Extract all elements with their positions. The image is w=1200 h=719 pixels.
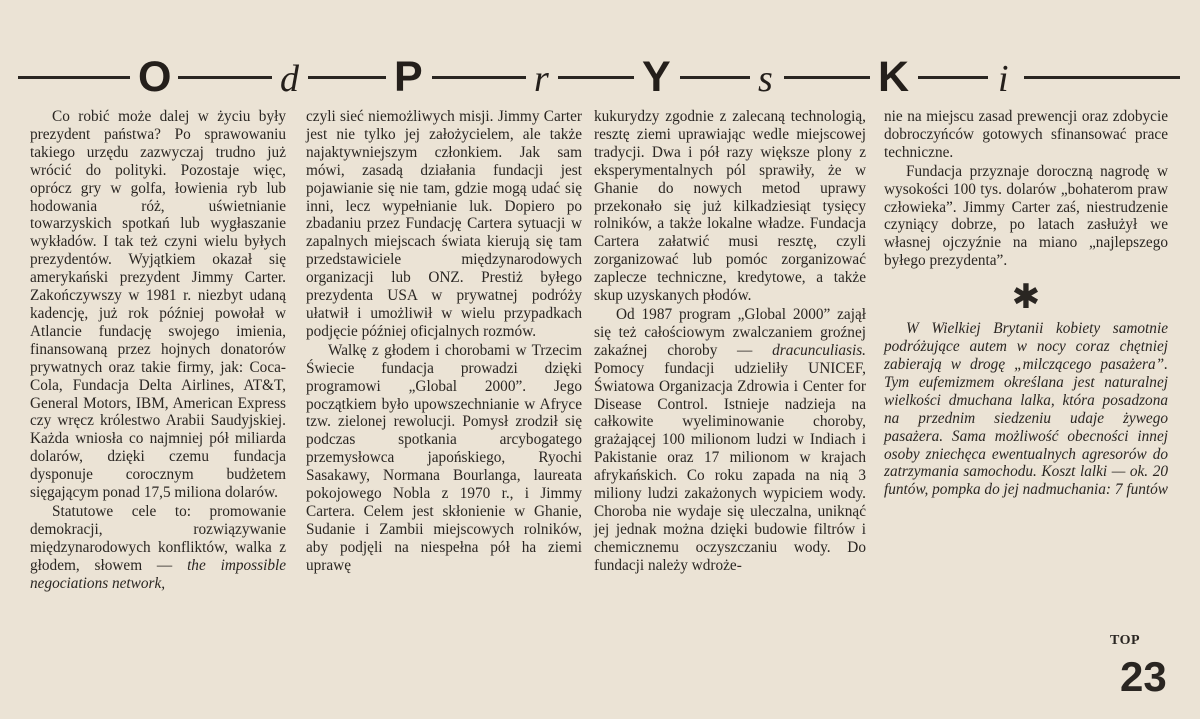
article-column-2	[306, 108, 582, 575]
paragraph	[30, 503, 286, 593]
header-letter-3: P	[394, 53, 423, 101]
header-letter-7: K	[878, 53, 910, 101]
italic-phrase: the impossible negociations network,	[30, 556, 287, 592]
paragraph: czyli sieć niemożliwych misji. Jimmy Carter jest nie tylko jej założycielem, ale także najaktywniejszym członkiem. Jak sam mówi, zasadą działania fundacji jest pojawianie się nie tam, gdzie mogą udać się inni, lecz wypełnianie luk. Dopiero po zbadaniu przez Fundację Cartera sytuacji w zapalnych miejscach świata kierują się tam przedstawiciele międzynarodowych organizacji lub ONZ. Prestiż byłego prezydenta USA w prywatnej podróży ułatwił i umożliwił w wielu przypadkach podjęcie później oficjalnych rozmów.	[306, 108, 582, 340]
header-letter-8: i	[998, 58, 1009, 100]
header-rule	[918, 76, 988, 79]
header-letter-2: d	[280, 58, 299, 100]
paragraph: kukurydzy zgodnie z zalecaną technologią, resztę ziemi uprawiając wedle miejscowej tradycji. Dwa i pół razy większe plony z eksperymentalnych pól sprawiły, że w Ghanie do nowych metod uprawy przekonało się już kilkadziesiąt tysięcy rolników, a także lokalne władze. Fundacja Cartera załatwić musi resztę, czyli zorganizować lub pomóc zorganizować zaplecze techniczne, kredytowe, a także skup uzyskanych płodów.	[594, 108, 866, 305]
header-rule	[308, 76, 386, 79]
paragraph: nie na miejscu zasad prewencji oraz zdobycie dobroczyńców gotowych sfinansować prace techniczne.	[884, 108, 1168, 161]
article-column-4	[884, 108, 1168, 499]
header-letter-6: s	[758, 58, 773, 100]
italic-note-paragraph: W Wielkiej Brytanii kobiety samotnie podróżujące autem w nocy coraz chętniej zabierają w drogę „milczącego pasażera”. Tym eufemizmem określana jest naturalnej wielkości dmuchana lalka, która posadzona na przednim siedzeniu udaje żywego pasażera. Sama możliwość obecności innej osoby zniechęca ewentualnych agresorów do zatrzymania samochodu. Koszt lalki — ok. 20 funtów, pompka do jej nadmuchania: 7 funtów	[884, 320, 1168, 499]
header-rule	[432, 76, 526, 79]
paragraph	[594, 306, 866, 575]
paragraph-text: Od 1987 program „Global 2000” zajął się też całościowym zwalczaniem groźnej zakaźnej choroby —	[594, 305, 866, 359]
paragraph: Walkę z głodem i chorobami w Trzecim Świecie fundacja prowadzi dzięki programowi „Global 2000”. Jego początkiem było upowszechnianie w Afryce tzw. zielonej rewolucji. Pomysł zrodził się podczas spotkania arcybogatego przemysłowca japońskiego, Ryochi Sasakawy, Normana Bourlanga, laureata pokojowego Nobla z 1970 r., i Jimmy Cartera. Celem jest skłonienie w Ghanie, Sudanie i Zambii miejscowych rolników, aby podjęli na niespełna pół ha ziemi uprawę	[306, 341, 582, 574]
paragraph-text: Statutowe cele to: promowanie demokracji, rozwiązywanie międzynarodowych konfliktów, walka z głodem, słowem —	[30, 502, 286, 574]
source-label: TOP	[1110, 633, 1141, 648]
article-column-3	[594, 108, 866, 575]
header-letter-1: O	[138, 53, 172, 101]
page-number: 23	[1120, 653, 1167, 700]
italic-phrase: dracunculiasis.	[772, 341, 866, 359]
header-letter-4: r	[534, 58, 549, 100]
header-rule	[784, 76, 870, 79]
paragraph: Co robić może dalej w życiu były prezydent państwa? Po sprawowaniu takiego urzędu zazwyczaj trudno już wrócić do polityki. Pozostaje więc, oprócz gry w golfa, łowienia ryb lub hodowania róż, uświetnianie towarzyskich spotkań lub wygłaszanie wykładów. I tak też czyni wielu byłych prezydentów. Wyjątkiem okazał się amerykański prezydent Jimmy Carter. Zakończywszy w 1981 r. niezbyt udaną kadencję, już rok później powołał w Atlancie fundację swojego imienia, finansowaną przez hojnych donatorów prywatnych oraz takie firmy, jak: Coca-Cola, Fundacja Delta Airlines, AT&T, General Motors, IBM, American Express czy wręcz królestwo Arabii Saudyjskiej. Każda wniosła co najmniej pół miliarda dolarów, dzięki czemu fundacja dysponuje corocznym budżetem sięgającym ponad 17,5 miliona dolarów.	[30, 108, 286, 502]
paragraph-text: Pomocy fundacji udzieliły UNICEF, Światowa Organizacja Zdrowia i Center for Disease Control. Istnieje nadzieja na całkowite wyeliminowanie choroby, grażającej 100 milionom ludzi w Indiach i Pakistanie oraz 17 milionom w krajach afrykańskich. Co roku zapada na nią 3 miliony ludzi zakażonych wypiciem wody. Choroba nie wydaje się uleczalna, uniknąć jej jednak można dzięki budowie filtrów i chemicznemu oczyszczaniu wody. Do fundacji należy wdroże-	[594, 359, 866, 574]
header-rule	[178, 76, 272, 79]
header-rule	[1024, 76, 1180, 79]
section-header-odpryski	[18, 52, 1188, 102]
header-rule	[680, 76, 750, 79]
header-rule	[558, 76, 634, 79]
asterisk-separator-icon: ✱	[1011, 277, 1041, 318]
paragraph: Fundacja przyznaje doroczną nagrodę w wysokości 100 tys. dolarów „bohaterom praw człowieka”. Jimmy Carter zaś, niestrudzenie czyniący dobrze, po latach zasłużył we własnej ojczyźnie na miano „najlepszego byłego prezydenta”.	[884, 162, 1168, 270]
article-column-1	[30, 108, 286, 592]
header-letter-5: Y	[642, 53, 671, 101]
header-rule	[18, 76, 130, 79]
